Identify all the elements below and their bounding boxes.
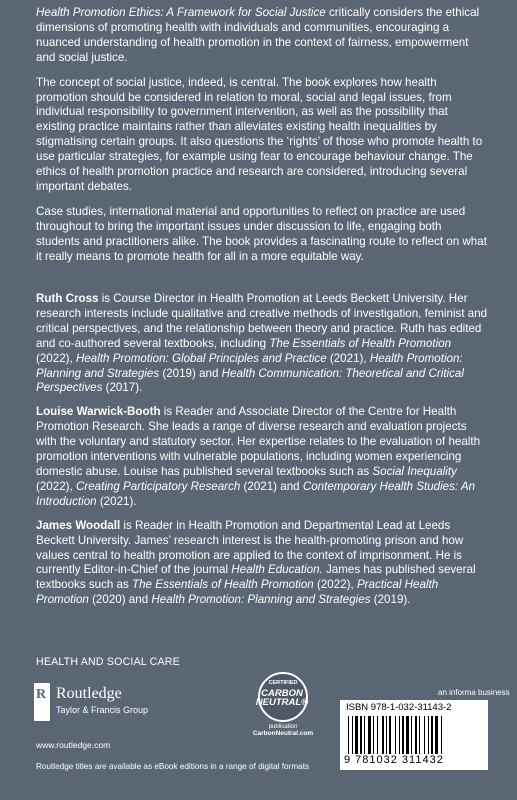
bio-text: is Reader in Health Promotion and Departmental Lead at Leeds Beckett University. James’ research interest is the health-promoting prison and how values central to health promotion are applied to the context of imprisonment. He is currently Editor-in-Chief of the journal — [36, 518, 464, 577]
barcode-digits: 9 781032 311432 — [344, 754, 444, 766]
book-ref: Health Promotion: Global Principles and Practice — [75, 351, 327, 365]
author-name: Ruth Cross — [36, 292, 99, 305]
bio-text: (2019). — [370, 593, 411, 607]
bio-text: is Reader and Associate Director of the Centre for Health Promotion Research. She leads a range of diverse research and evaluation projects with the voluntary and statutory sector. Her expertise relates to the evaluation of health promotion interventions with vulnerable populations, including women experiencing domestic abuse. Louise has published several textbooks such as — [36, 405, 481, 478]
bio-text: (2021), — [326, 351, 370, 365]
publisher-group: Taylor & Francis Group — [56, 705, 149, 715]
barcode-bars — [348, 716, 480, 754]
book-description — [36, 6, 488, 275]
description-text: critically considers the ethical dimensions of promoting health with individuals and communities, encouraging a nuanced understanding of health promotion in the context of fairness, empowerment and social justice. — [36, 6, 480, 64]
author-name: Louise Warwick-Booth — [36, 405, 161, 419]
bio-text: is Course Director in Health Promotion at Leeds Beckett University. Her research interests include qualitative and creative methods of investigation, feminist and critical perspectives, and the relationship between theory and practice. Ruth has edited and co-authored several textbooks, including — [36, 292, 488, 350]
bio-text: (2021). — [96, 494, 137, 508]
book-ref: The Essentials of Health Promotion — [132, 578, 314, 592]
bio-text: (2022), — [313, 578, 357, 592]
book-ref: Creating Participatory Research — [75, 479, 241, 493]
carbon-neutral-seal-icon — [255, 672, 309, 722]
bio-ruth-cross — [36, 292, 488, 396]
bio-text: (2019) and — [159, 366, 222, 380]
book-ref: Health Education. — [231, 563, 323, 577]
bio-text: (2022), — [36, 351, 76, 365]
bio-text: (2020) and — [88, 593, 152, 607]
isbn-text: ISBN 978-1-032-31143-2 — [346, 702, 452, 713]
book-ref: Health Promotion: Planning and Strategies — [151, 593, 371, 607]
author-bios — [36, 292, 488, 617]
routledge-logo — [34, 683, 184, 727]
description-paragraph-3: Case studies, international material and opportunities to reflect on practice are used throughout to bring the important issues under discussion to life, engaging both students and practitioners alike. The book provides a fascinating route to reflect on what it really means to promote health for all in a more equitable way. — [36, 204, 487, 263]
publisher-name: Routledge — [56, 685, 122, 702]
carbon-certified: CERTIFIED — [268, 680, 298, 686]
publisher-url[interactable]: www.routledge.com — [36, 740, 111, 750]
bio-text: (2021) and — [240, 479, 303, 493]
bio-text: James has published several textbooks such as — [36, 563, 476, 592]
description-paragraph-2: The concept of social justice, indeed, is central. The book explores how health promotion should be considered in relation to moral, social and legal issues, from individual responsibility to government intervention, as well as the possibility that existing practice maintains rather than alleviates existing health inequalities by stigmatising certain groups. It also questions the ‘rights’ of those who promote health to use particular strategies, for example using fear to encourage behaviour change. The ethics of health promotion practice and research are considered, introducing several important debates. — [36, 75, 483, 193]
subject-category: HEALTH AND SOCIAL CARE — [36, 656, 180, 668]
book-ref: The Essentials of Health Promotion — [269, 336, 452, 350]
bio-text: (2017). — [102, 381, 143, 395]
informa-tagline: an informa business — [438, 688, 510, 697]
author-name: James Woodall — [36, 518, 121, 532]
carbon-publication: publication — [268, 724, 298, 730]
ebook-note: Routledge titles are available as eBook editions in a range of digital formats — [36, 762, 310, 771]
description-paragraph-1 — [36, 6, 488, 66]
book-ref: Practical Health Promotion — [36, 578, 439, 607]
bio-text: (2022), — [36, 479, 76, 493]
bio-louise-warwick-booth — [36, 405, 488, 509]
isbn-barcode — [340, 700, 488, 770]
routledge-r-icon: R — [34, 683, 50, 721]
carbon-name: CARBON NEUTRAL® — [255, 688, 309, 708]
carbon-url: CarbonNeutral.com — [252, 730, 314, 737]
bio-james-woodall — [36, 519, 488, 608]
book-title: Health Promotion Ethics: A Framework for Social Justice — [36, 6, 326, 19]
book-ref: Social Inequality — [372, 464, 457, 478]
book-ref: Health Promotion: Planning and Strategies — [36, 351, 463, 380]
book-ref: Contemporary Health Studies: An Introduction — [36, 479, 476, 508]
book-ref: Health Communication: Theoretical and Critical Perspectives — [36, 366, 464, 395]
carbon-neutral-badge — [238, 672, 328, 742]
